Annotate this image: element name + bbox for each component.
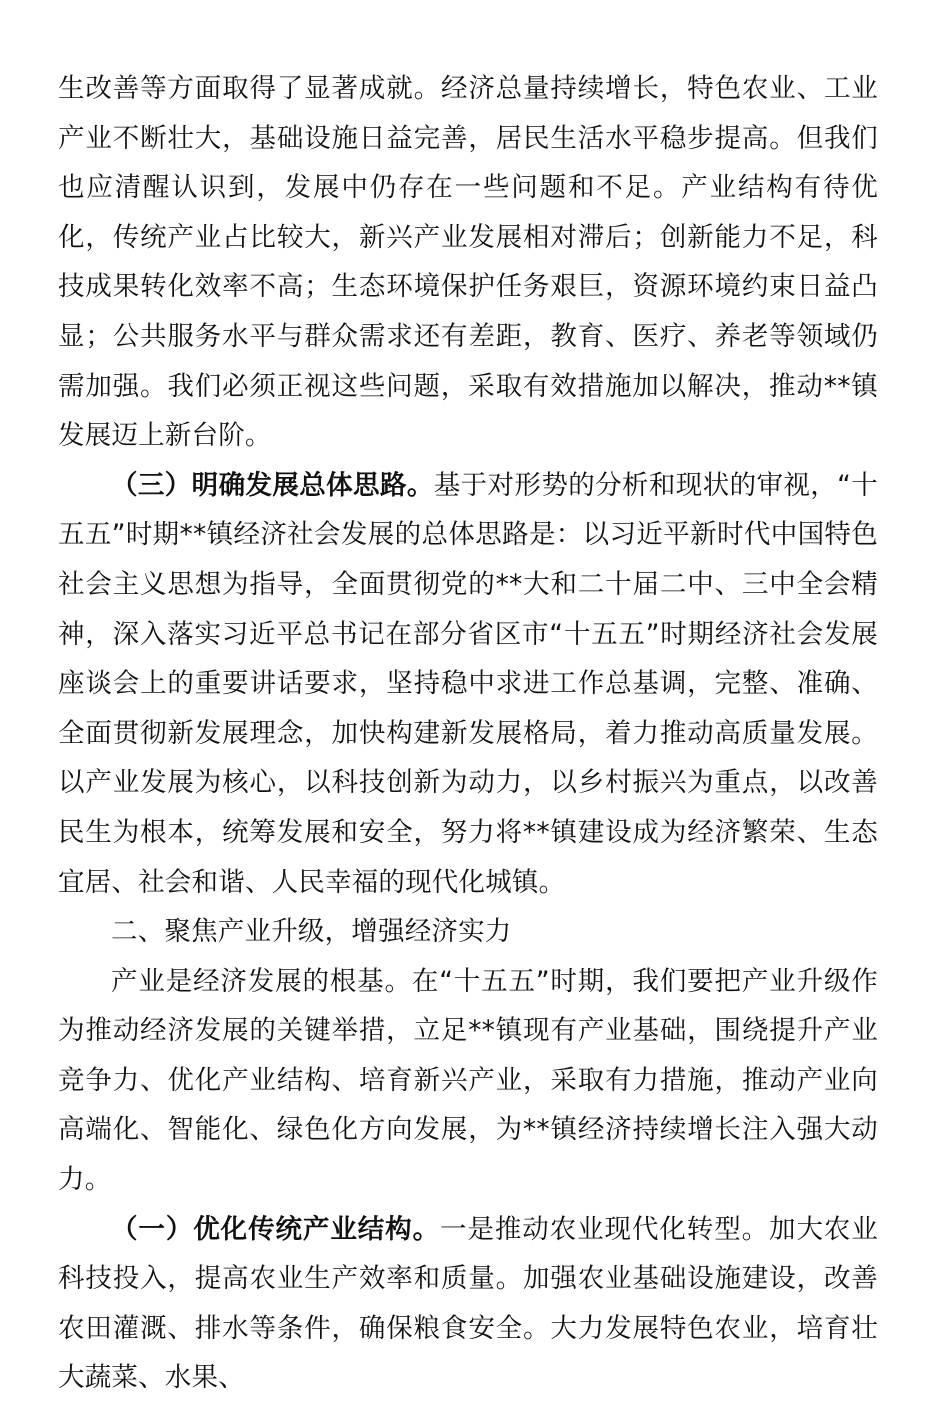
section-title-industry-upgrade: 二、聚焦产业升级，增强经济实力 xyxy=(111,916,512,948)
paragraph-traditional-industry-body: 一是推动农业现代化转型。加大农业科技投入，提高农业生产效率和质量。加强农业基础设施建设，改善农田灌溉、排水等条件，确保粮食安全。大力发展特色农业，培育壮大蔬菜、水果、 xyxy=(58,1213,879,1394)
subheading-overall-approach: （三）明确发展总体思路。 xyxy=(111,469,434,501)
paragraph-overall-approach xyxy=(58,461,878,907)
paragraph-overall-approach-body: 基于对形势的分析和现状的审视，“十五五”时期**镇经济社会发展的总体思路是：以习近平新时代中国特色社会主义思想为指导，全面贯彻党的**大和二十届二中、三中全会精神，深入落实习近平总书记在部分省区市“十五五”时期经济社会发展座谈会上的重要讲话要求，坚持稳中求进工作总基调，完整、准确、全面贯彻新发展理念，加快构建新发展格局，着力推动高质量发展。以产业发展为核心，以科技创新为动力，以乡村振兴为重点，以改善民生为根本，统筹发展和安全，努力将**镇建设成为经济繁荣、生态宜居、社会和谐、人民幸福的现代化城镇。 xyxy=(58,469,878,898)
paragraph-industry-foundation: 产业是经济发展的根基。在“十五五”时期，我们要把产业升级作为推动经济发展的关键举措，立足**镇现有产业基础，围绕提升产业竞争力、优化产业结构、培育新兴产业，采取有力措施，推动产业向高端化、智能化、绿色化方向发展，为**镇经济持续增长注入强大动力。 xyxy=(58,965,878,1196)
paragraph-problems-summary: 生改善等方面取得了显著成就。经济总量持续增长，特色农业、工业产业不断壮大，基础设施日益完善，居民生活水平稳步提高。但我们也应清醒认识到，发展中仍存在一些问题和不足。产业结构有待优化，传统产业占比较大，新兴产业发展相对滞后；创新能力不足，科技成果转化效率不高；生态环境保护任务艰巨，资源环境约束日益凸显；公共服务水平与群众需求还有差距，教育、医疗、养老等领域仍需加强。我们必须正视这些问题，采取有效措施加以解决，推动**镇发展迈上新台阶。 xyxy=(58,73,878,452)
paragraph-traditional-industry xyxy=(58,1205,878,1403)
subheading-traditional-industry: （一）优化传统产业结构。 xyxy=(111,1213,441,1245)
